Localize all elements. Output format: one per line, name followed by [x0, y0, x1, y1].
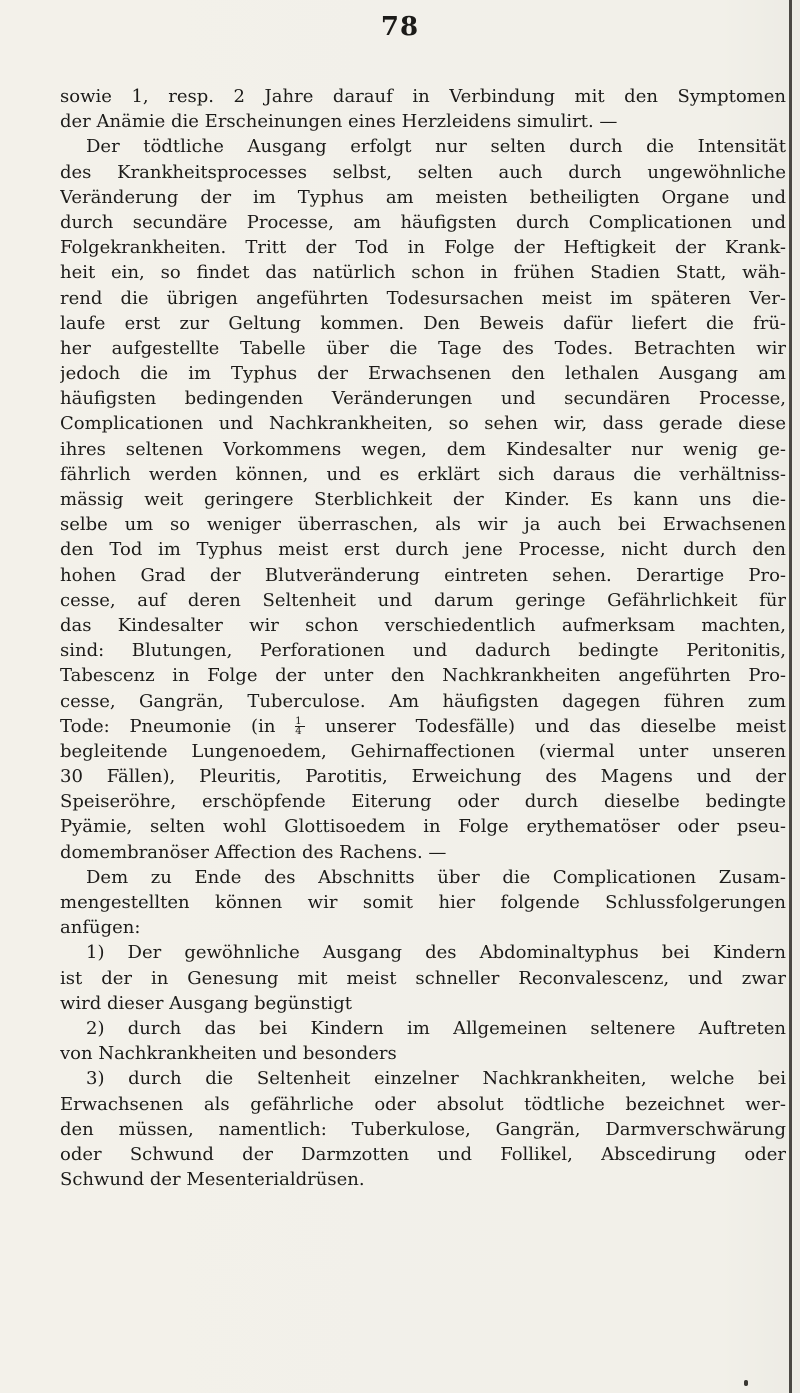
text-line: sowie 1, resp. 2 Jahre darauf in Verbindung mit den Symptomen: [60, 86, 786, 107]
text-line: oder Schwund der Darmzotten und Follikel, Abscedirung oder: [60, 1143, 786, 1165]
text-line: Dem zu Ende des Abschnitts über die Complicationen Zusam-: [86, 866, 786, 888]
text-line: Tabescenz in Folge der unter den Nachkrankheiten angeführten Pro-: [60, 665, 786, 687]
fraction-denominator: 4: [295, 726, 302, 738]
text-line: sind: Blutungen, Perforationen und dadurch bedingte Peritonitis,: [60, 640, 786, 662]
text-line: mengestellten können wir somit hier folgende Schlussfolgerungen: [60, 892, 786, 913]
fraction-numerator: 1: [295, 717, 305, 727]
text-line: mässig weit geringere Sterblichkeit der Kinder. Es kann uns die-: [60, 489, 786, 510]
text-line: Complicationen und Nachkrankheiten, so sehen wir, dass gerade diese: [60, 413, 786, 435]
text-line: das Kindesalter wir schon verschiedentlich aufmerksam machten,: [60, 614, 786, 636]
text-line: Erwachsenen als gefährliche oder absolut tödtliche bezeichnet wer-: [60, 1093, 786, 1115]
text-line: anfügen:: [60, 917, 141, 939]
page-edge: [789, 0, 792, 1393]
text-line: Pyämie, selten wohl Glottisoedem in Folge erythematöser oder pseu-: [60, 816, 786, 838]
text-line: domembranöser Affection des Rachens. —: [60, 841, 447, 863]
text-line: ihres seltenen Vorkommens wegen, dem Kindesalter nur wenig ge-: [60, 438, 786, 460]
text-line: des Krankheitsprocesses selbst, selten auch durch ungewöhnliche: [60, 161, 786, 183]
ink-speck: [744, 1380, 748, 1386]
text-line: 1) Der gewöhnliche Ausgang des Abdominaltyphus bei Kindern: [86, 942, 786, 964]
text-line: Folgekrankheiten. Tritt der Tod in Folge der Heftigkeit der Krank-: [60, 237, 786, 259]
text-line: Veränderung der im Typhus am meisten betheiligten Organe und: [60, 186, 786, 208]
text-line: cesse, auf deren Seltenheit und darum geringe Gefährlichkeit für: [60, 589, 786, 611]
text-line-segment: Tode: Pneumonie (in: [60, 715, 296, 737]
text-line: Der tödtliche Ausgang erfolgt nur selten durch die Intensität: [86, 136, 786, 158]
text-line-segment: unserer Todesfälle) und das dieselbe meist: [305, 715, 786, 737]
text-line: her aufgestellte Tabelle über die Tage des Todes. Betrachten wir: [60, 337, 786, 359]
text-line: 30 Fällen), Pleuritis, Parotitis, Erweichung des Magens und der: [60, 766, 786, 788]
text-line: laufe erst zur Geltung kommen. Den Beweis dafür liefert die frü-: [60, 312, 786, 334]
text-line: jedoch die im Typhus der Erwachsenen den lethalen Ausgang am: [60, 363, 786, 385]
text-line: wird dieser Ausgang begünstigt: [60, 992, 352, 1014]
text-line: 2) durch das bei Kindern im Allgemeinen seltenere Auftreten: [86, 1017, 786, 1039]
text-line: Schwund der Mesenterialdrüsen.: [60, 1169, 365, 1191]
text-line: von Nachkrankheiten und besonders: [60, 1043, 397, 1065]
text-line: begleitende Lungenoedem, Gehirnaffectionen (viermal unter unseren: [60, 740, 786, 762]
text-line: häufigsten bedingenden Veränderungen und secundären Processe,: [60, 388, 786, 410]
text-line: 3) durch die Seltenheit einzelner Nachkrankheiten, welche bei: [86, 1068, 786, 1090]
text-line: selbe um so weniger überraschen, als wir ja auch bei Erwachsenen: [60, 514, 786, 536]
text-line: Speiseröhre, erschöpfende Eiterung oder durch dieselbe bedingte: [60, 791, 786, 813]
text-line: der Anämie die Erscheinungen eines Herzleidens simulirt. —: [60, 111, 618, 133]
text-line: [60, 714, 786, 739]
fraction: [295, 717, 305, 736]
text-line: hohen Grad der Blutveränderung eintreten sehen. Derartige Pro-: [60, 564, 786, 586]
page-number: 78: [380, 12, 420, 42]
text-line: cesse, Gangrän, Tuberculose. Am häufigsten dagegen führen zum: [60, 690, 786, 712]
body-text: [60, 84, 786, 1192]
text-line: durch secundäre Processe, am häufigsten durch Complicationen und: [60, 211, 786, 233]
text-line: heit ein, so findet das natürlich schon in frühen Stadien Statt, wäh-: [60, 262, 786, 284]
text-line: rend die übrigen angeführten Todesursachen meist im späteren Ver-: [60, 287, 786, 309]
text-line: ist der in Genesung mit meist schneller Reconvalescenz, und zwar: [60, 967, 786, 989]
text-line: den Tod im Typhus meist erst durch jene Processe, nicht durch den: [60, 539, 786, 561]
text-line: fährlich werden können, und es erklärt sich daraus die verhältniss-: [60, 463, 786, 485]
text-line: den müssen, namentlich: Tuberkulose, Gangrän, Darmverschwärung: [60, 1118, 786, 1140]
